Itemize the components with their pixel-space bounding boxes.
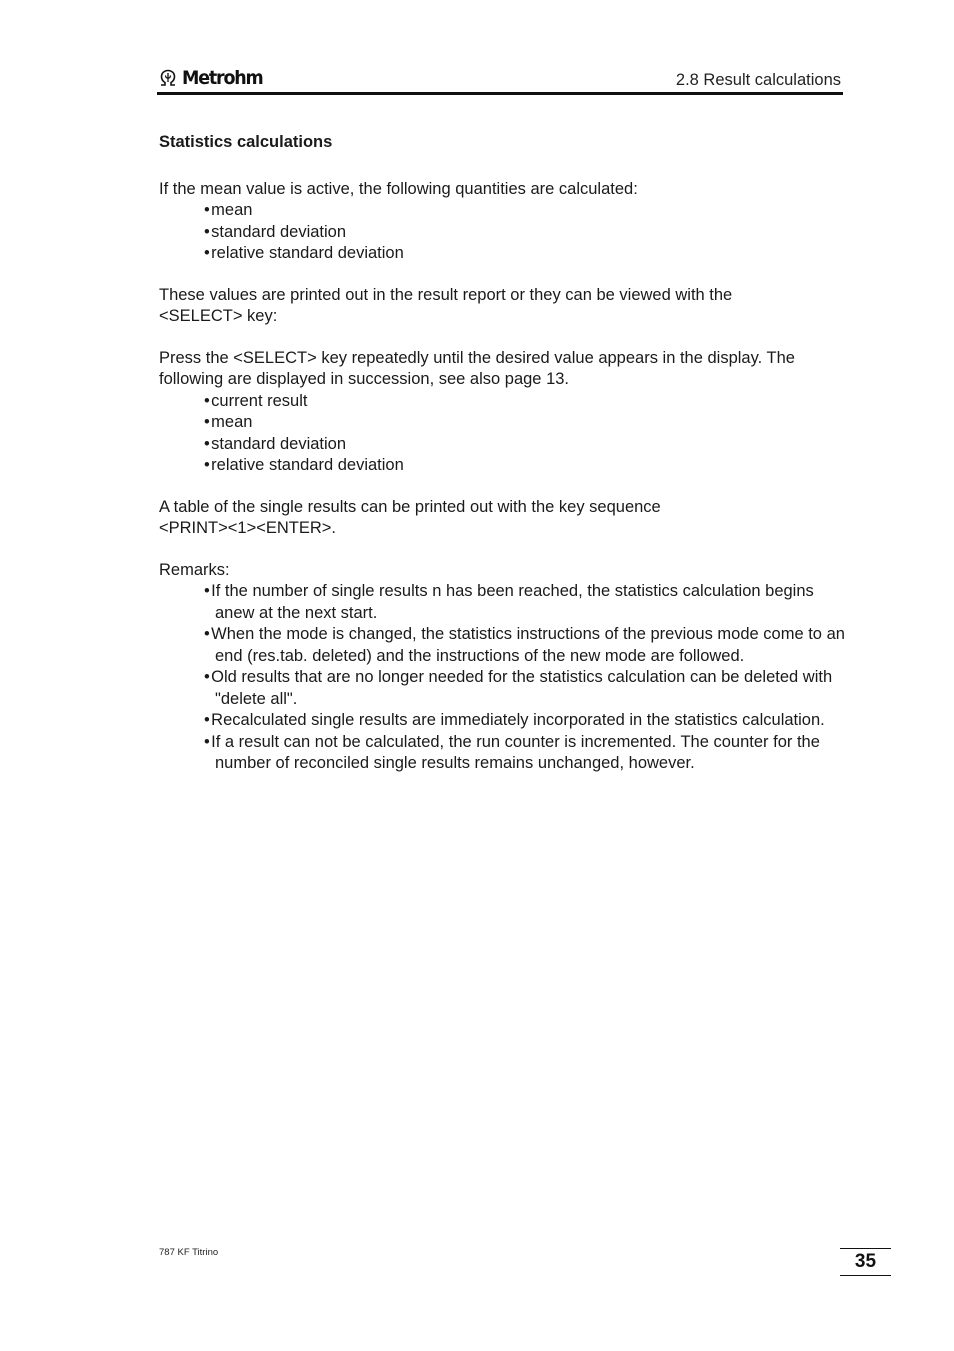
select-paragraph-line-2: following are displayed in succession, see also page 13. bbox=[159, 370, 570, 388]
remark-item: • When the mode is changed, the statistics instructions of the previous mode come to an end (res.tab. deleted) and the instructions of the new mode are followed. bbox=[204, 625, 845, 665]
metrohm-logo bbox=[158, 66, 270, 90]
logo-wordmark: Metrohm bbox=[182, 67, 263, 89]
list-item: • mean bbox=[204, 201, 253, 219]
list-item: • mean bbox=[204, 413, 253, 431]
omega-icon bbox=[158, 68, 178, 88]
table-paragraph-line-1: A table of the single results can be printed out with the key sequence bbox=[159, 497, 661, 516]
list-item: • relative standard deviation bbox=[204, 244, 404, 262]
remark-item: • If the number of single results n has been reached, the statistics calculation begins anew at the next start. bbox=[204, 582, 814, 622]
intro-paragraph: If the mean value is active, the following quantities are calculated: bbox=[159, 179, 638, 198]
section-title: Statistics calculations bbox=[159, 133, 333, 151]
product-name: 787 KF Titrino bbox=[159, 1247, 219, 1258]
remark-item: • If a result can not be calculated, the run counter is incremented. The counter for the number of reconciled single results remains unchanged, however. bbox=[204, 732, 820, 772]
page-body bbox=[159, 132, 849, 775]
list-item: • standard deviation bbox=[204, 434, 347, 453]
print-paragraph-line-1: These values are printed out in the result report or they can be viewed with the bbox=[159, 285, 733, 304]
display-sequence-list bbox=[159, 391, 849, 477]
print-paragraph-line-2: <SELECT> key: bbox=[159, 307, 278, 325]
header-divider bbox=[157, 92, 843, 95]
page-number: 35 bbox=[854, 1251, 877, 1272]
remark-item: • Recalculated single results are immediately incorporated in the statistics calculation. bbox=[204, 711, 825, 729]
table-paragraph-line-2: <PRINT><1><ENTER>. bbox=[159, 519, 336, 537]
remarks-label: Remarks: bbox=[159, 560, 230, 579]
remark-item: • Old results that are no longer needed for the statistics calculation can be deleted with "delete all". bbox=[204, 668, 833, 708]
list-item: • standard deviation bbox=[204, 222, 347, 241]
list-item: • current result bbox=[204, 391, 308, 410]
select-paragraph-line-1: Press the <SELECT> key repeatedly until the desired value appears in the display. The bbox=[159, 348, 795, 367]
page-number-box bbox=[840, 1248, 891, 1276]
section-reference: 2.8 Result calculations bbox=[675, 71, 841, 89]
remarks-list bbox=[159, 581, 849, 775]
list-item: • relative standard deviation bbox=[204, 456, 404, 474]
calculated-quantities-list bbox=[159, 200, 849, 265]
